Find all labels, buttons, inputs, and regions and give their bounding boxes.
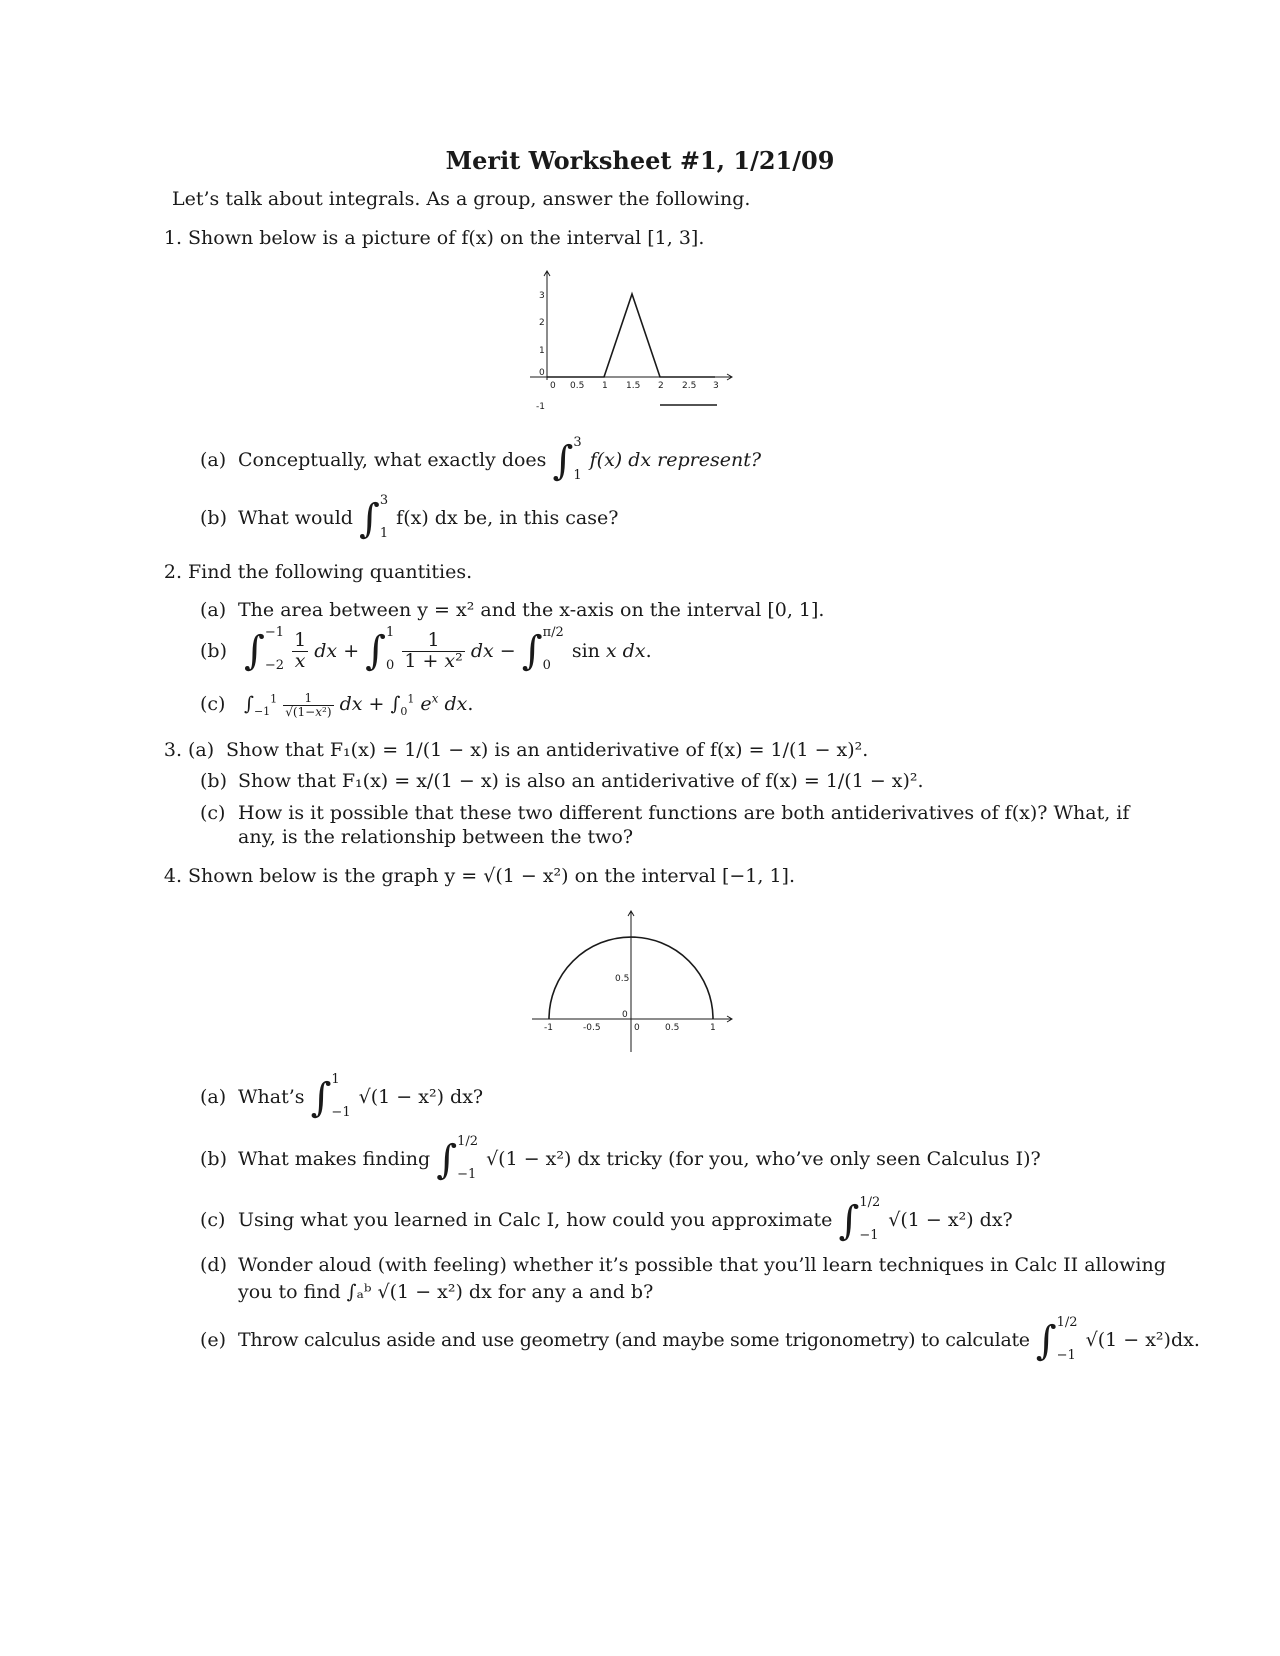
part-text: Show that F₁(x) = 1/(1 − x) is an antiderivative of f(x) = 1/(1 − x)². xyxy=(226,739,869,761)
part-text: How is it possible that these two different functions are both antiderivatives of f(x)? What, if xyxy=(238,802,1130,824)
lower-limit: 1 xyxy=(573,468,582,483)
y-tick-label: 0.5 xyxy=(615,974,630,984)
x-tick-label: 1 xyxy=(602,381,608,391)
part-label: (a) xyxy=(188,739,215,761)
y-tick-label: 2 xyxy=(539,318,545,328)
y-tick-label: -1 xyxy=(536,402,545,412)
lower-limit: −1 xyxy=(331,1105,351,1120)
part-text: The area between y = x² and the x-axis on the interval [0, 1]. xyxy=(238,599,825,621)
upper-limit: −1 xyxy=(264,625,285,640)
part-text: Show that F₁(x) = x/(1 − x) is also an antiderivative of f(x) = 1/(1 − x)². xyxy=(238,770,924,792)
question-number: 3. xyxy=(163,739,182,761)
question-text: Find the following quantities. xyxy=(188,561,473,583)
intro-text: Let’s talk about integrals. As a group, answer the following. xyxy=(172,188,751,210)
part-text: f(x) dx represent? xyxy=(589,449,762,471)
upper-limit: 1/2 xyxy=(859,1195,881,1210)
integral-sign: ∫ xyxy=(838,1198,860,1244)
x-tick-label: 0.5 xyxy=(570,381,585,391)
part-label: (e) xyxy=(200,1329,227,1351)
x-tick-label: -1 xyxy=(544,1023,553,1033)
question-1 xyxy=(160,227,704,249)
x-tick-label: 2.5 xyxy=(682,381,697,391)
part-text: What’s xyxy=(238,1086,305,1108)
lower-limit: −2 xyxy=(264,658,285,673)
part-label: (b) xyxy=(200,640,227,662)
lower-limit: 0 xyxy=(386,658,395,673)
question-1b xyxy=(200,493,619,542)
integral-sign: ∫ xyxy=(365,628,386,674)
part-text: f(x) dx be, in this case? xyxy=(396,507,619,529)
part-text: √(1 − x²) dx tricky (for you, who’ve only seen Calculus I)? xyxy=(486,1148,1041,1170)
math-expression: $\int_{-1}^1$ $\frac{1}{\text{√(1−x²)}}$ dx + $\int_0^1$ $e^x$ dx. xyxy=(244,691,474,719)
upper-limit: π/2 xyxy=(542,625,564,640)
upper-limit: 1/2 xyxy=(1056,1315,1078,1330)
part-text: Throw calculus aside and use geometry (and maybe some trigonometry) to calculate xyxy=(238,1329,1030,1351)
integral-sign: ∫ xyxy=(244,628,265,674)
question-number: 2. xyxy=(163,561,182,583)
part-text: What makes finding xyxy=(238,1148,431,1170)
question-4d xyxy=(200,1254,1166,1276)
question-4e xyxy=(200,1315,1200,1364)
integral-sign: ∫ xyxy=(436,1137,458,1183)
question-4a xyxy=(200,1072,484,1121)
question-2b: (b) ∫ −1 −2 $\frac{1}{x}$ dx + ∫ 1 0 $\frac{1}{\text{1 + x²}}$ dx − ∫ π/2 0 sin x dx. xyxy=(200,625,652,674)
part-text: √(1 − x²) dx? xyxy=(888,1209,1013,1231)
x-tick-label: 0 xyxy=(634,1023,640,1033)
question-2c xyxy=(200,692,473,718)
x-tick-label: 1 xyxy=(710,1023,716,1033)
page-title: Merit Worksheet #1, 1/21/09 xyxy=(445,146,835,175)
lower-limit: −1 xyxy=(1056,1348,1076,1363)
part-label: (c) xyxy=(200,1209,226,1231)
f-curve xyxy=(547,294,715,377)
integral-sign: ∫ xyxy=(359,496,380,542)
semicircle-graph xyxy=(520,900,750,1060)
part-text: Conceptually, what exactly does xyxy=(238,449,547,471)
upper-limit: 1 xyxy=(386,625,395,640)
part-label: (a) xyxy=(200,449,227,471)
x-tick-label: 3 xyxy=(713,381,719,391)
y-tick-label: 0 xyxy=(539,368,545,378)
integral-sign: ∫ xyxy=(521,628,543,674)
x-tick-label: 2 xyxy=(658,381,664,391)
y-tick-label: 0 xyxy=(622,1010,628,1020)
part-label: (b) xyxy=(200,1148,227,1170)
part-label: (d) xyxy=(200,1254,227,1276)
lower-limit: −1 xyxy=(457,1167,477,1182)
question-4c xyxy=(200,1195,1013,1244)
part-text: √(1 − x²)dx. xyxy=(1085,1329,1200,1351)
upper-limit: 1/2 xyxy=(457,1134,479,1149)
upper-limit: 1 xyxy=(331,1072,340,1087)
question-4b xyxy=(200,1134,1041,1183)
part-label: (b) xyxy=(200,507,227,529)
lower-limit: 0 xyxy=(542,658,551,673)
x-tick-label: 0 xyxy=(550,381,556,391)
question-text: Shown below is a picture of f(x) on the interval [1, 3]. xyxy=(188,227,705,249)
lower-limit: 1 xyxy=(379,526,389,541)
part-text: √(1 − x²) dx? xyxy=(358,1086,484,1108)
integral-sign: ∫ xyxy=(310,1075,332,1121)
question-2a xyxy=(200,599,824,621)
question-text: Shown below is the graph y = √(1 − x²) on the interval [−1, 1]. xyxy=(188,865,795,887)
question-3a xyxy=(160,739,868,761)
part-text: Using what you learned in Calc I, how could you approximate xyxy=(238,1209,833,1231)
x-tick-label: 1.5 xyxy=(626,381,641,391)
x-tick-label: 0.5 xyxy=(665,1023,680,1033)
y-tick-label: 1 xyxy=(539,346,545,356)
question-4d-line2: you to find ∫ₐᵇ √(1 − x²) dx for any a and b? xyxy=(238,1281,654,1303)
question-2 xyxy=(160,561,472,583)
part-label: (a) xyxy=(200,599,227,621)
part-text: Wonder aloud (with feeling) whether it’s possible that you’ll learn techniques in Calc II allowing xyxy=(238,1254,1166,1276)
question-number: 1. xyxy=(163,227,182,249)
integral-sign: ∫ xyxy=(552,438,574,484)
upper-limit: 3 xyxy=(573,435,582,450)
lower-limit: −1 xyxy=(859,1228,879,1243)
part-label: (b) xyxy=(200,770,227,792)
part-label: (c) xyxy=(200,802,226,824)
part-label: (a) xyxy=(200,1086,227,1108)
integral-sign: ∫ xyxy=(1035,1318,1057,1364)
x-tick-label: -0.5 xyxy=(583,1023,601,1033)
question-number: 4. xyxy=(163,865,182,887)
math-term: sin x dx. xyxy=(571,640,652,662)
triangle-graph xyxy=(520,262,750,422)
question-3b xyxy=(200,770,924,792)
question-3c-line2: any, is the relationship between the two? xyxy=(238,826,634,848)
y-tick-label: 3 xyxy=(539,291,545,301)
math-term: dx xyxy=(314,640,338,662)
fraction: $\frac{1}{x}$ xyxy=(294,628,307,672)
question-1a xyxy=(200,435,762,484)
math-term: dx xyxy=(470,640,494,662)
fraction: $\frac{1}{\text{1 + x²}}$ xyxy=(404,628,463,672)
part-label: (c) xyxy=(200,693,226,716)
question-3c xyxy=(200,802,1129,824)
part-text: What would xyxy=(238,507,353,529)
question-4 xyxy=(160,865,795,887)
upper-limit: 3 xyxy=(379,493,389,508)
